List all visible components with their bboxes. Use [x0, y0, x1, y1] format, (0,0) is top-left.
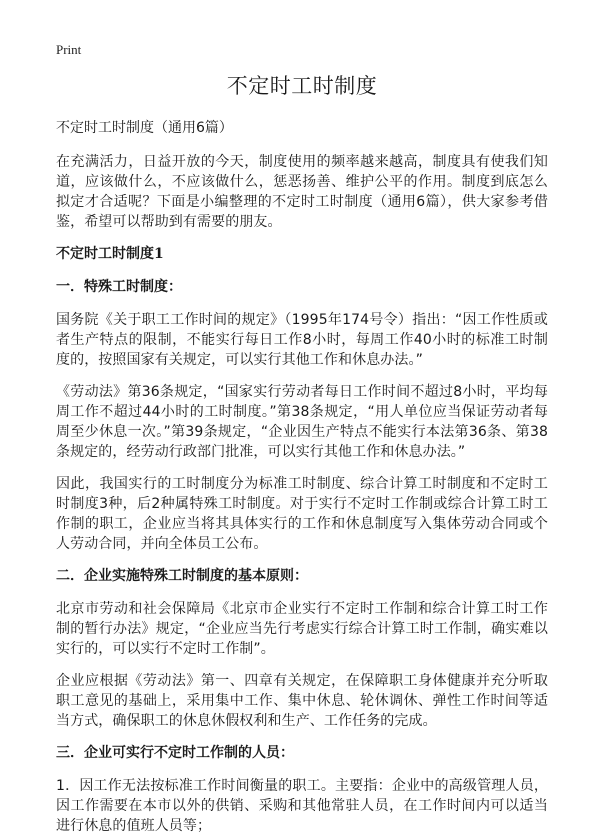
part-1-paragraph: 《劳动法》第36条规定，“国家实行劳动者每日工作时间不超过8小时，平均每周工作不超过44小时的工时制度。”第38条规定，“用人单位应当保证劳动者每周至少休息一次。”第39条规定，“企业因生产特点不能实行本法第36条、第38条规定的，经劳动行政部门批准，可以实行其他工作和休息办法。” — [56, 384, 548, 460]
intro-paragraph: 在充满活力，日益开放的今天，制度使用的频率越来越高，制度具有使我们知道，应该做什么，不应该做什么，惩恶扬善、维护公平的作用。制度到底怎么拟定才合适呢？下面是小编整理的不定时工时制度（通用6篇），供大家参考借鉴，希望可以帮助到有需要的朋友。 — [56, 154, 548, 230]
part-2-paragraph: 企业应根据《劳动法》第一、四章有关规定，在保障职工身体健康并充分听取职工意见的基础上，采用集中工作、集中休息、轮休调休、弹性工作时间等适当方式，确保职工的休息休假权利和生产、工作任务的完成。 — [56, 673, 548, 729]
document-subtitle: 不定时工时制度（通用6篇） — [56, 120, 233, 136]
part-1-heading: 一．特殊工时制度： — [56, 279, 182, 295]
print-label[interactable]: Print — [56, 42, 82, 57]
part-1-paragraph: 国务院《关于职工工作时间的规定》（1995年174号令）指出：“因工作性质或者生产特点的限制，不能实行每日工作8小时，每周工作40小时的标准工时制度的，按照国家有关规定，可以实行其他工作和休息办法。” — [56, 312, 548, 368]
part-3-paragraph: 1．因工作无法按标准工作时间衡量的职工。主要指：企业中的高级管理人员，因工作需要在本市以外的供销、采购和其他常驻人员，在工作时间内可以适当进行休息的值班人员等； — [56, 778, 548, 834]
part-2-heading: 二．企业实施特殊工时制度的基本原则： — [56, 568, 308, 584]
part-2-paragraph: 北京市劳动和社会保障局《北京市企业实行不定时工作制和综合计算工时工作制的暂行办法》规定，“企业应当先行考虑实行综合计算工时工作制，确实难以实行的，可以实行不定时工作制”。 — [56, 601, 548, 657]
part-1-paragraph: 因此，我国实行的工时制度分为标准工时制度、综合计算工时制度和不定时工时制度3种，后2种属特殊工时制度。对于实行不定时工作制或综合计算工时工作制的职工，企业应当将其具体实行的工作和休息制度写入集体劳动合同或个人劳动合同，并向全体员工公布。 — [56, 476, 548, 552]
part-3-heading: 三．企业可实行不定时工作制的人员： — [56, 745, 294, 761]
document-title: 不定时工时制度 — [226, 74, 378, 98]
section-1-title: 不定时工时制度1 — [56, 246, 164, 262]
